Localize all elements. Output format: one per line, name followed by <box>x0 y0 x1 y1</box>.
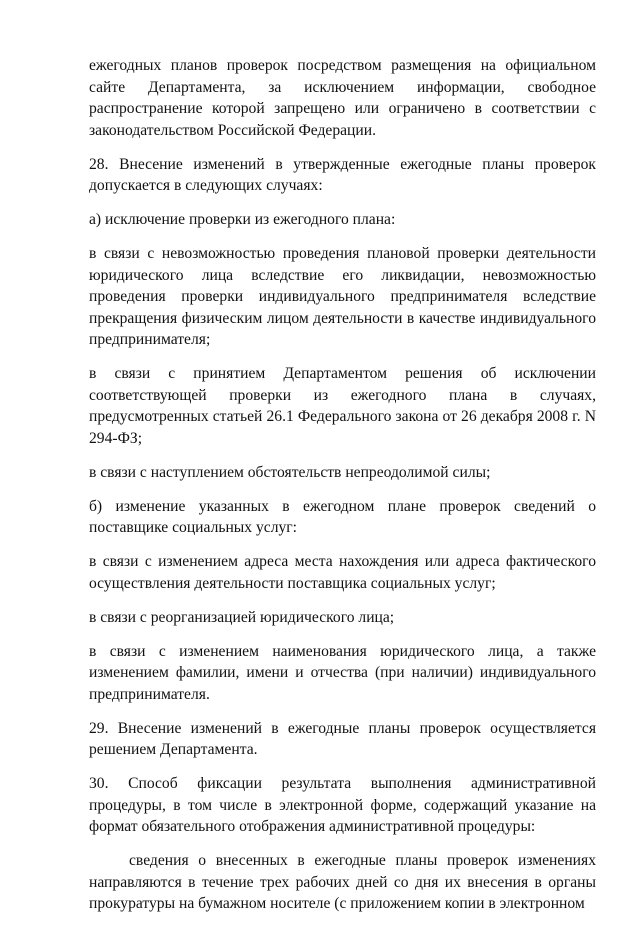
paragraph-30: 30. Способ фиксации результата выполнения административной процедуры, в том числе в электронной форме, содержащий указание на формат обязательного отображения административной процедуры: <box>89 775 596 835</box>
paragraph-28a-force-majeure: в связи с наступлением обстоятельств непреодолимой силы; <box>89 463 491 481</box>
paragraph-29: 29. Внесение изменений в ежегодные планы проверок осуществляется решением Департамента. <box>89 719 596 758</box>
paragraph-28a-liquidation: в связи с невозможностью проведения плановой проверки деятельности юридического лица вследствие его ликвидации, невозможностью проведения проверки индивидуального предпринимателя вследствие прекращения физическим лицом деятельности в качестве индивидуального предпринимателя; <box>89 245 596 348</box>
paragraph-28b-name-change: в связи с изменением наименования юридического лица, а также изменением фамилии, имени и отчества (при наличии) индивидуального предпринимателя. <box>89 642 596 703</box>
paragraph-28: 28. Внесение изменений в утвержденные ежегодные планы проверок допускается в следующих случаях: <box>89 155 596 194</box>
paragraph-28b: б) изменение указанных в ежегодном плане проверок сведений о поставщике социальных услуг: <box>89 497 596 536</box>
paragraph-plans-publication: ежегодных планов проверок посредством размещения на официальном сайте Департамента, за исключением информации, свободное распространение которой запрещено или ограничено в соответствии с законодательством Российской Федерации. <box>89 57 596 139</box>
document-page <box>89 55 596 927</box>
paragraph-28a: а) исключение проверки из ежегодного плана: <box>89 211 396 228</box>
paragraph-28a-decision: в связи с принятием Департаментом решения об исключении соответствующей проверки из ежегодного плана в случаях, предусмотренных статьей 26.1 Федерального закона от 26 декабря 2008 г. N 294-ФЗ; <box>89 365 596 447</box>
paragraph-30-details: сведения о внесенных в ежегодные планы проверок изменениях направляются в течение трех рабочих дней со дня их внесения в органы прокуратуры на бумажном носителе (с приложением копии в электронном <box>89 852 596 912</box>
paragraph-28b-address: в связи с изменением адреса места нахождения или адреса фактического осуществления деятельности поставщика социальных услуг; <box>89 553 596 592</box>
paragraph-28b-reorganization: в связи с реорганизацией юридического лица; <box>89 608 395 626</box>
